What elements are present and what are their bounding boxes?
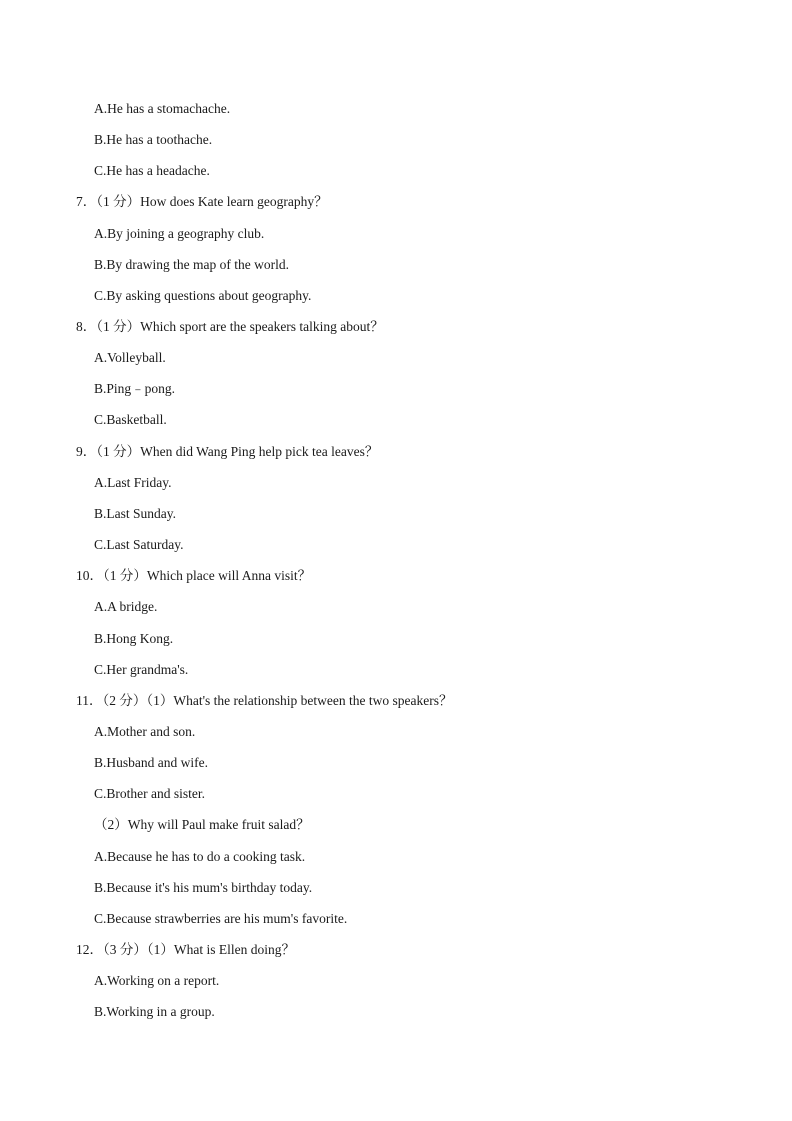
option-line: A.By joining a geography club. bbox=[94, 226, 265, 241]
option-line: C.Basketball. bbox=[94, 412, 167, 427]
option-line: A.He has a stomachache. bbox=[94, 101, 231, 116]
option-line: A.A bridge. bbox=[94, 599, 158, 614]
option-line: C.Last Saturday. bbox=[94, 537, 184, 552]
option-line: C.By asking questions about geography. bbox=[94, 288, 312, 303]
question-line: 12．（3 分）（1）What is Ellen doing？ bbox=[76, 942, 295, 957]
option-line: A.Last Friday. bbox=[94, 475, 172, 490]
option-line: C.Brother and sister. bbox=[94, 786, 205, 801]
option-line: B.Last Sunday. bbox=[94, 506, 176, 521]
question-line: 9．（1 分）When did Wang Ping help pick tea leaves？ bbox=[76, 444, 379, 459]
option-line: A.Mother and son. bbox=[94, 724, 196, 739]
option-line: C.He has a headache. bbox=[94, 163, 210, 178]
option-line: B.Ping﹣pong. bbox=[94, 381, 176, 396]
question-line: 11．（2 分）（1）What's the relationship between the two speakers？ bbox=[76, 693, 453, 708]
option-line: B.He has a toothache. bbox=[94, 132, 213, 147]
option-line: A.Working on a report. bbox=[94, 973, 220, 988]
option-line: A.Because he has to do a cooking task. bbox=[94, 849, 306, 864]
option-line: B.Because it's his mum's birthday today. bbox=[94, 880, 313, 895]
sub-question-line: （2）Why will Paul make fruit salad？ bbox=[94, 817, 310, 832]
option-line: C.Because strawberries are his mum's favorite. bbox=[94, 911, 348, 926]
option-line: C.Her grandma's. bbox=[94, 662, 189, 677]
option-line: B.Working in a group. bbox=[94, 1004, 215, 1019]
question-line: 10．（1 分）Which place will Anna visit？ bbox=[76, 568, 312, 583]
option-line: B.By drawing the map of the world. bbox=[94, 257, 289, 272]
option-line: B.Hong Kong. bbox=[94, 631, 174, 646]
question-line: 7．（1 分）How does Kate learn geography？ bbox=[76, 194, 328, 209]
option-line: B.Husband and wife. bbox=[94, 755, 208, 770]
question-line: 8．（1 分）Which sport are the speakers talking about？ bbox=[76, 319, 384, 334]
option-line: A.Volleyball. bbox=[94, 350, 166, 365]
